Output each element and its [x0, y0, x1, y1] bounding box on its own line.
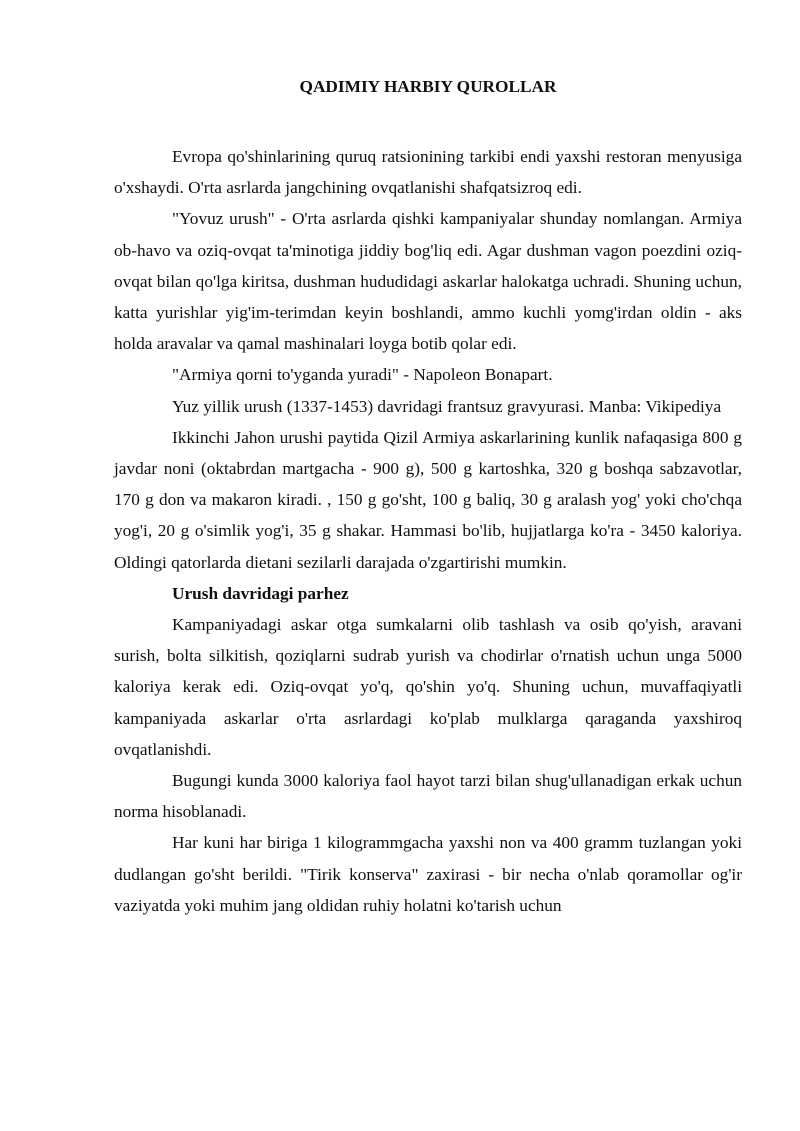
paragraph-2: "Yovuz urush" - O'rta asrlarda qishki kampaniyalar shunday nomlangan. Armiya ob-havo va oziq-ovqat ta'minotiga jiddiy bog'liq edi. Agar dushman vagon poezdini oziq-ovqat bilan qo'lga kiritsa, dushman hududidagi askarlar halokatga uchradi. Shuning uchun, katta yurishlar yig'im-terimdan keyin boshlandi, ammo kuchli yomg'irdan oldin - aks holda aravalar va qamal mashinalari loyga botib qolar edi. [114, 209, 742, 354]
paragraph-5: Ikkinchi Jahon urushi paytida Qizil Armiya askarlarining kunlik nafaqasiga 800 g javdar noni (oktabrdan martgacha - 900 g), 500 g kartoshka, 320 g boshqa sabzavotlar, 170 g don va makaron kiradi. , 150 g go'sht, 100 g baliq, 30 g aralash yog' yoki cho'chqa yog'i, 20 g o'simlik yog'i, 35 g shakar. Hammasi bo'lib, hujjatlarga ko'ra - 3450 kaloriya. Oldingi qatorlarda dietani sezilarli darajada o'zgartirishi mumkin. [114, 427, 742, 572]
page-title: QADIMIY HARBIY QUROLLAR [299, 77, 557, 96]
image-caption-paragraph: Yuz yillik urush (1337-1453) davridagi frantsuz gravyurasi. Manba: Vikipediya [172, 396, 722, 416]
document-body [114, 77, 742, 921]
paragraph-8: Har kuni har biriga 1 kilogrammgacha yaxshi non va 400 gramm tuzlangan yoki dudlangan go'sht berildi. "Tirik konserva" zaxirasi - bir necha o'nlab qoramollar og'ir vaziyatda yoki muhim jang oldidan ruhiy holatni ko'tarish uchun [114, 833, 742, 915]
paragraph-6: Kampaniyadagi askar otga sumkalarni olib tashlash va osib qo'yish, aravani surish, bolta silkitish, qoziqlarni sudrab yurish va chodirlar o'rnatish uchun unga 5000 kaloriya kerak edi. Oziq-ovqat yo'q, qo'shin yo'q. Shuning uchun, muvaffaqiyatli kampaniyada askarlar o'rta asrlardagi ko'plab mulklarga qaraganda yaxshiroq ovqatlanishdi. [114, 615, 742, 759]
quote-paragraph: "Armiya qorni to'yganda yuradi" - Napoleon Bonapart. [172, 365, 553, 385]
paragraph-1: Evropa qo'shinlarining quruq ratsionining tarkibi endi yaxshi restoran menyusiga o'xshaydi. O'rta asrlarda jangchining ovqatlanishi shafqatsizroq edi. [114, 147, 742, 198]
paragraph-7: Bugungi kunda 3000 kaloriya faol hayot tarzi bilan shug'ullanadigan erkak uchun norma hisoblanadi. [114, 771, 742, 822]
section-heading: Urush davridagi parhez [172, 583, 349, 603]
